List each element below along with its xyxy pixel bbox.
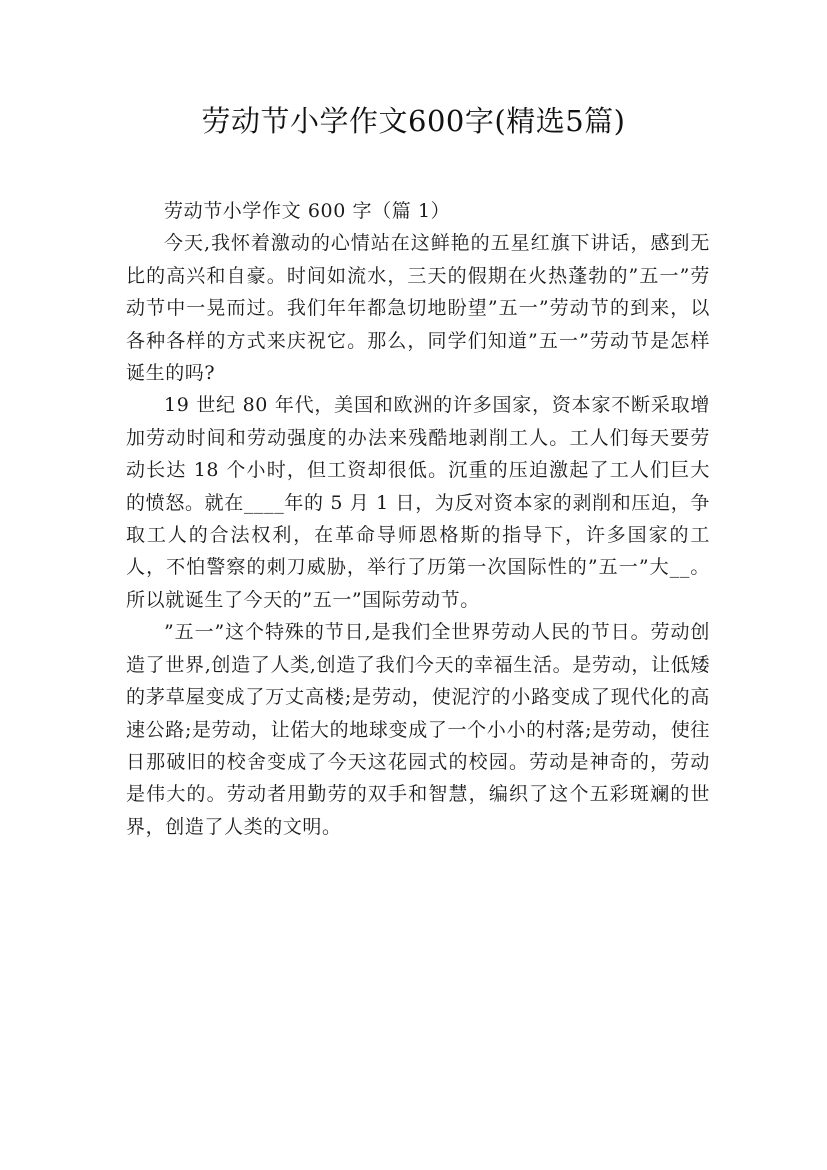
paragraph: 19 世纪 80 年代，美国和欧洲的许多国家，资本家不断采取增加劳动时间和劳动强度的办法来残酷地剥削工人。工人们每天要劳动长达 18 个小时，但工资却很低。沉重的压迫激起了工人们巨大的愤怒。就在____年的 5 月 1 日，为反对资本家的剥削和压迫，争取工人的合法权利，在革命导师恩格斯的指导下，许多国家的工人，不怕警察的刺刀威胁，举行了历第一次国际性的”五一”大__。所以就诞生了今天的”五一”国际劳动节。 [126, 394, 710, 611]
paragraph: 今天,我怀着激动的心情站在这鲜艳的五星红旗下讲话，感到无比的高兴和自豪。时间如流水，三天的假期在火热蓬勃的”五一”劳动节中一晃而过。我们年年都急切地盼望”五一”劳动节的到来，以各种各样的方式来庆祝它。那么，同学们知道”五一”劳动节是怎样诞生的吗? [126, 232, 710, 385]
document-title: 劳动节小学作文600字(精选5篇) [201, 104, 626, 138]
document-body [126, 195, 710, 843]
paragraph: ”五一”这个特殊的节日,是我们全世界劳动人民的节日。劳动创造了世界,创造了人类,创造了我们今天的幸福生活。是劳动，让低矮的茅草屋变成了万丈高楼;是劳动，使泥泞的小路变成了现代化的高速公路;是劳动，让偌大的地球变成了一个小小的村落;是劳动，使往日那破旧的校舍变成了今天这花园式的校园。劳动是神奇的，劳动是伟大的。劳动者用勤劳的双手和智慧，编织了这个五彩斑斓的世界，创造了人类的文明。 [126, 621, 710, 838]
section-heading: 劳动节小学作文 600 字（篇 1） [164, 200, 451, 222]
